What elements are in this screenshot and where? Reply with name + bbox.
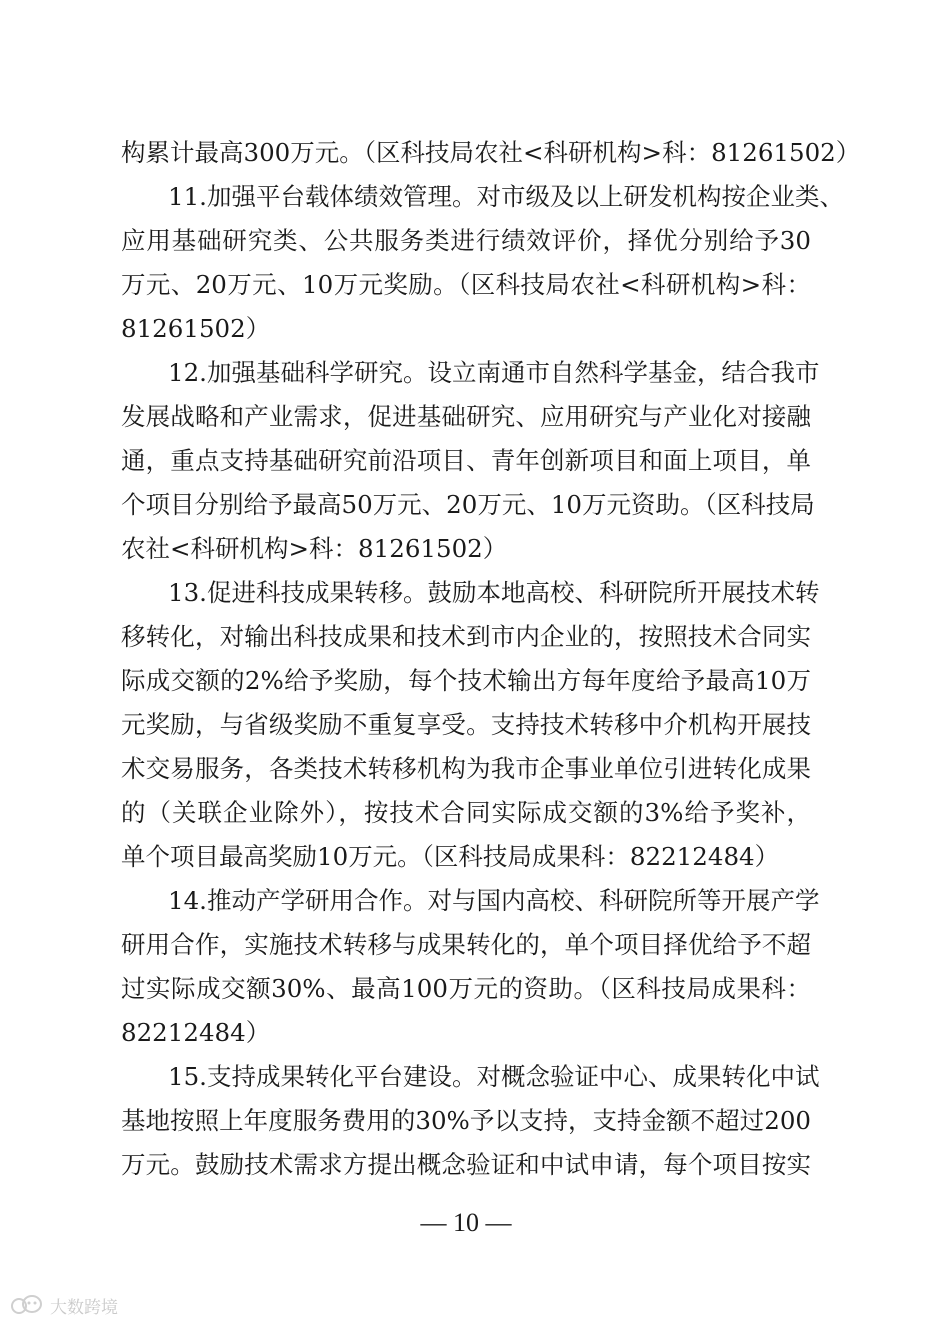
text-line: 应用基础研究类、公共服务类进行绩效评价，择优分别给予30 bbox=[121, 226, 811, 255]
text-line: 农社<科研机构>科：81261502） bbox=[121, 534, 508, 563]
watermark-text: 大数跨境 bbox=[50, 1297, 118, 1318]
text-line: 元奖励，与省级奖励不重复享受。支持技术转移中介机构开展技 bbox=[121, 710, 811, 739]
text-line: 万元。鼓励技术需求方提出概念验证和中试申请，每个项目按实 bbox=[121, 1150, 811, 1179]
text-line: 通，重点支持基础研究前沿项目、青年创新项目和面上项目，单 bbox=[121, 446, 811, 475]
watermark bbox=[10, 1292, 118, 1318]
text-line: 发展战略和产业需求，促进基础研究、应用研究与产业化对接融 bbox=[121, 402, 811, 431]
text-line: 12.加强基础科学研究。设立南通市自然科学基金，结合我市 bbox=[168, 358, 820, 387]
text-line: 的（关联企业除外），按技术合同实际成交额的3%给予奖补， bbox=[121, 798, 811, 827]
text-line: 单个项目最高奖励10万元。（区科技局成果科：82212484） bbox=[121, 842, 780, 871]
text-line: 研用合作，实施技术转移与成果转化的，单个项目择优给予不超 bbox=[121, 930, 811, 959]
text-line: 82212484） bbox=[121, 1018, 271, 1047]
text-line: 个项目分别给予最高50万元、20万元、10万元资助。（区科技局 bbox=[121, 490, 815, 519]
text-line: 81261502） bbox=[121, 314, 271, 343]
text-line: 14.推动产学研用合作。对与国内高校、科研院所等开展产学 bbox=[168, 886, 820, 915]
text-line: 过实际成交额30%、最高100万元的资助。（区科技局成果科： bbox=[121, 974, 811, 1003]
text-line: 际成交额的2%给予奖励，每个技术输出方每年度给予最高10万 bbox=[121, 666, 811, 695]
text-line: 移转化，对输出科技成果和技术到市内企业的，按照技术合同实 bbox=[121, 622, 811, 651]
text-line: 基地按照上年度服务费用的30%予以支持，支持金额不超过200 bbox=[121, 1106, 811, 1135]
text-line: 术交易服务，各类技术转移机构为我市企事业单位引进转化成果 bbox=[121, 754, 811, 783]
text-line: 15.支持成果转化平台建设。对概念验证中心、成果转化中试 bbox=[168, 1062, 820, 1091]
text-line: 11.加强平台载体绩效管理。对市级及以上研发机构按企业类、 bbox=[168, 182, 844, 211]
page-number: — 10 — bbox=[420, 1208, 512, 1237]
watermark-logo-icon bbox=[10, 1294, 44, 1316]
text-line: 构累计最高300万元。（区科技局农社<科研机构>科：81261502） bbox=[121, 138, 861, 167]
text-line: 万元、20万元、10万元奖励。（区科技局农社<科研机构>科： bbox=[121, 270, 811, 299]
text-line: 13.促进科技成果转移。鼓励本地高校、科研院所开展技术转 bbox=[168, 578, 820, 607]
